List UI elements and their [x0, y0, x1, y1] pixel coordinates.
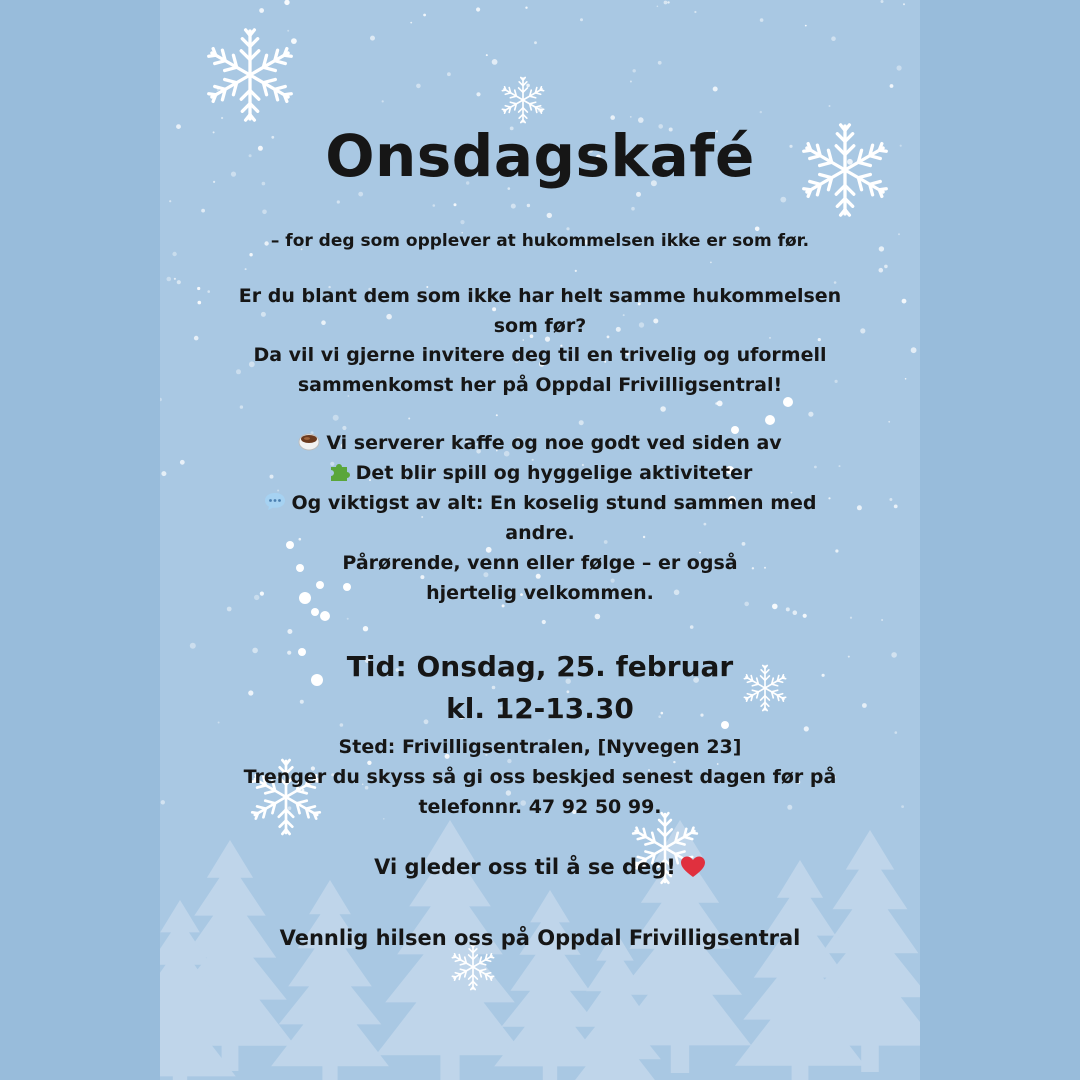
event-details: [160, 732, 920, 822]
snow-dot: [526, 84, 530, 88]
snow-dot: [713, 87, 718, 92]
feature-text: Det blir spill og hyggelige aktiviteter: [355, 462, 753, 484]
snow-dot: [829, 105, 831, 107]
snow-dot: [492, 59, 498, 65]
snow-dot: [311, 608, 319, 616]
snow-dot: [547, 213, 552, 218]
snow-dot: [333, 415, 339, 421]
snow-dot: [249, 253, 252, 256]
snow-dot: [881, 619, 883, 621]
feature-text: Vi serverer kaffe og noe godt ved siden av: [326, 432, 782, 454]
snow-dot: [525, 7, 527, 9]
snow-dot: [363, 626, 368, 631]
snow-dot: [534, 41, 537, 44]
snow-dot: [660, 406, 666, 412]
relatives-line: Pårørende, venn eller følge – er også: [342, 552, 738, 574]
snow-dot: [410, 22, 412, 24]
relatives-line: hjertelig velkommen.: [426, 582, 654, 604]
transport-line: telefonnr. 47 92 50 99.: [418, 796, 662, 818]
snow-dot: [347, 618, 349, 620]
snowflake-icon: [207, 30, 294, 120]
speech-bubble-icon: [264, 490, 286, 512]
snow-dot: [579, 420, 584, 425]
snow-dot: [259, 8, 264, 13]
snow-dot: [460, 220, 464, 224]
snow-dot: [850, 617, 852, 619]
snow-dot: [284, 0, 289, 5]
snow-dot: [408, 418, 410, 420]
snow-dot: [786, 607, 790, 611]
snow-dot: [890, 84, 894, 88]
snow-dot: [717, 401, 723, 407]
snow-dot: [476, 7, 480, 11]
feature-item: [160, 428, 920, 458]
snow-dot: [803, 614, 807, 618]
snow-dot: [240, 405, 243, 408]
snow-dot: [575, 270, 577, 272]
snow-dot: [245, 268, 247, 270]
snow-dot: [884, 265, 888, 269]
poster-subtitle: – for deg som opplever at hukommelsen ikke er som før.: [270, 231, 810, 251]
snow-dot: [476, 92, 480, 96]
snow-dot: [633, 69, 636, 72]
snow-dot: [580, 18, 583, 21]
snow-dot: [291, 38, 297, 44]
event-time: [160, 646, 920, 730]
heart-icon: [680, 855, 706, 879]
snow-dot: [694, 11, 696, 13]
snow-dot: [416, 84, 421, 89]
snow-dot: [658, 61, 662, 65]
snow-dot: [630, 81, 632, 83]
snow-dot: [454, 203, 457, 206]
snow-dot: [793, 610, 798, 615]
snow-dot: [358, 192, 363, 197]
snow-dot: [320, 611, 330, 621]
tree-silhouette: [271, 880, 389, 1080]
snow-dot: [780, 197, 786, 203]
snow-dot: [382, 100, 384, 102]
puzzle-piece-icon: [328, 460, 350, 482]
snow-dot: [169, 200, 171, 202]
snowflake-icon: [501, 77, 544, 122]
snow-dot: [879, 268, 884, 273]
snow-dot: [636, 192, 641, 197]
snow-dot: [657, 6, 659, 8]
snow-dot: [610, 115, 615, 120]
snow-dot: [710, 262, 712, 264]
snow-dot: [805, 25, 807, 27]
snow-dot: [566, 227, 569, 230]
snow-dot: [903, 3, 905, 5]
invitation-line: Da vil vi gjerne invitere deg til en trivelig og uformell: [253, 344, 827, 366]
event-hours: kl. 12-13.30: [446, 692, 634, 725]
feature-item: [160, 458, 920, 488]
snow-dot: [447, 72, 451, 76]
invitation-line: Er du blant dem som ikke har helt samme hukommelsen: [238, 285, 842, 307]
snow-dot: [433, 204, 436, 207]
snow-dot: [897, 65, 902, 70]
feature-text: Og viktigst av alt: En koselig stund sammen med: [291, 492, 817, 514]
snow-dot: [201, 209, 205, 213]
snow-dot: [765, 415, 775, 425]
event-date: Tid: Onsdag, 25. februar: [346, 650, 734, 683]
snow-dot: [511, 204, 516, 209]
snow-dot: [221, 117, 223, 119]
snow-dot: [630, 116, 632, 118]
snow-dot: [423, 14, 426, 17]
snow-dot: [542, 620, 546, 624]
snow-dot: [337, 200, 340, 203]
event-location: Sted: Frivilligsentralen, [Nyvegen 23]: [338, 736, 742, 758]
snow-dot: [760, 18, 764, 22]
snow-dot: [595, 614, 601, 620]
feature-continuation: andre.: [505, 522, 575, 544]
snow-dot: [370, 36, 375, 41]
snow-dot: [664, 1, 668, 5]
signoff: Vennlig hilsen oss på Oppdal Frivilligsentral: [279, 926, 801, 950]
snow-dot: [667, 1, 669, 3]
snow-dot: [888, 421, 890, 423]
snow-dot: [167, 277, 172, 282]
snow-dot: [287, 629, 292, 634]
snow-dot: [760, 111, 762, 113]
invitation-text: [160, 282, 920, 400]
snow-dot: [631, 207, 635, 211]
snow-dot: [174, 278, 176, 280]
snow-dot: [486, 54, 488, 56]
greeting-text: Vi gleder oss til å se deg!: [374, 855, 676, 879]
poster: [160, 0, 920, 1080]
snow-dot: [881, 0, 884, 3]
snow-dot: [496, 414, 498, 416]
snow-dot: [808, 412, 813, 417]
invitation-line: sammenkomst her på Oppdal Frivilligsentral!: [297, 373, 783, 396]
snow-dot: [262, 210, 267, 215]
right-margin: [920, 0, 1080, 1080]
poster-title: Onsdagskafé: [325, 122, 755, 190]
feature-item: [160, 488, 920, 518]
snow-dot: [831, 36, 836, 41]
snow-dot: [287, 30, 289, 32]
invitation-line: som før?: [493, 314, 587, 337]
snow-dot: [172, 252, 176, 256]
greeting: [160, 855, 920, 879]
transport-line: Trenger du skyss så gi oss beskjed senest dagen før på: [243, 766, 837, 788]
snow-dot: [690, 625, 694, 629]
coffee-icon: [298, 430, 320, 452]
snow-dot: [527, 204, 530, 207]
feature-list: [160, 428, 920, 608]
